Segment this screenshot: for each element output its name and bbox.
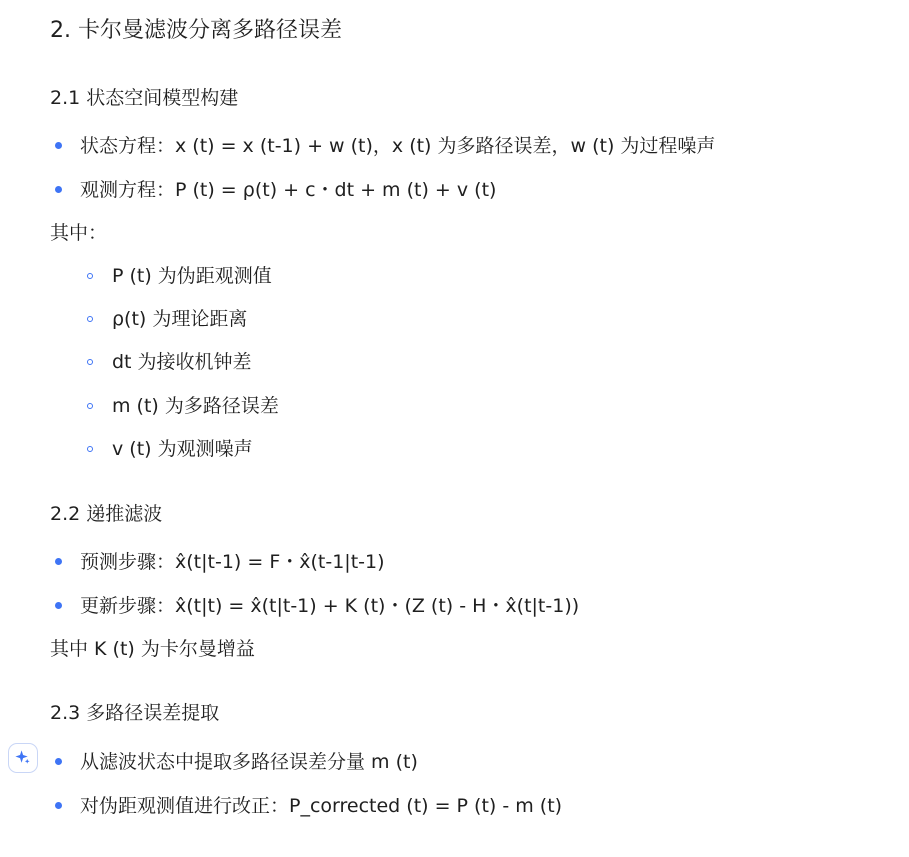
bullet-ring bbox=[87, 446, 93, 452]
bullet-ring bbox=[87, 359, 93, 365]
update-step-item: 更新步骤：x̂(t|t) = x̂(t|t-1) + K (t)・(Z (t) - H・x̂(t|t-1)) bbox=[80, 595, 580, 617]
sub-item: v (t) 为观测噪声 bbox=[112, 438, 253, 460]
subsection-title-2-2: 2.2 递推滤波 bbox=[50, 503, 163, 525]
sub-item: ρ(t) 为理论距离 bbox=[112, 308, 248, 330]
bullet-dot bbox=[55, 758, 62, 765]
bullet-dot bbox=[55, 802, 62, 809]
bullet-dot bbox=[55, 558, 62, 565]
sub-item: m (t) 为多路径误差 bbox=[112, 395, 279, 417]
bullet-ring bbox=[87, 273, 93, 279]
kalman-gain-note: 其中 K (t) 为卡尔曼增益 bbox=[50, 638, 255, 660]
where-label: 其中： bbox=[50, 222, 108, 244]
extract-item: 从滤波状态中提取多路径误差分量 m (t) bbox=[80, 751, 418, 773]
sparkle-icon bbox=[14, 749, 31, 766]
sub-item: P (t) 为伪距观测值 bbox=[112, 265, 272, 287]
sub-item: dt 为接收机钟差 bbox=[112, 351, 252, 373]
bullet-dot bbox=[55, 186, 62, 193]
state-equation-item: 状态方程：x (t) = x (t-1) + w (t)，x (t) 为多路径误差，w (t) 为过程噪声 bbox=[80, 135, 716, 157]
subsection-title-2-3: 2.3 多路径误差提取 bbox=[50, 702, 220, 724]
bullet-dot bbox=[55, 602, 62, 609]
assistant-sparkle-button[interactable] bbox=[8, 743, 38, 773]
bullet-dot bbox=[55, 142, 62, 149]
predict-step-item: 预测步骤：x̂(t|t-1) = F・x̂(t-1|t-1) bbox=[80, 551, 385, 573]
correction-item: 对伪距观测值进行改正：P_corrected (t) = P (t) - m (t) bbox=[80, 795, 563, 817]
bullet-ring bbox=[87, 403, 93, 409]
subsection-title-2-1: 2.1 状态空间模型构建 bbox=[50, 87, 239, 109]
section-title: 2. 卡尔曼滤波分离多路径误差 bbox=[50, 18, 342, 43]
bullet-ring bbox=[87, 316, 93, 322]
observation-equation-item: 观测方程：P (t) = ρ(t) + c・dt + m (t) + v (t) bbox=[80, 179, 497, 201]
